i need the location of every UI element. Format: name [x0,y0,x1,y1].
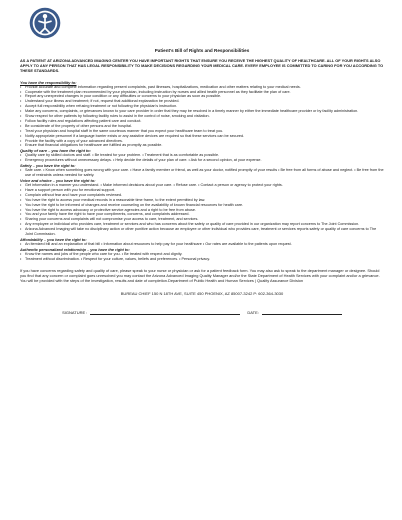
list-item: • Report any unexpected changes in your condition or any difficulties or concerns to your physician as soon as possible. [20,94,384,99]
list-item: • You have the right to access your medical records in a reasonable time frame, to the extent permitted by law. [20,198,384,203]
list-item: • An itemized bill and an explanation of that bill • Information about resources to help pay for your healthcare • Our rates are available to the patients upon request. [20,242,384,247]
signature-label: SIGNATURE : [62,310,88,316]
safety-list [20,168,384,178]
list-item: • Be considerate of the property of other persons and the hospital. [20,124,384,129]
list-item: • Cooperate with the treatment plan recommended by your physician, including instruction by nurses and allied health personnel as they facilitate the plan of care. [20,90,384,95]
list-item: • Complain without fear and have your complaints reviewed. [20,193,384,198]
list-item: • Ensure that financial obligations for healthcare are fulfilled as promptly as possible. [20,143,384,148]
list-item: • Treatment without discrimination. • Respect for your culture, values, beliefs and preferences. • Personal privacy. [20,257,384,262]
affordability-list [20,242,384,247]
quality-heading: Quality of care – you have the right to: [20,148,91,154]
list-item: • Safe care. • Know when something goes wrong with your care. • Have a family member or friend, as well as your doctor, notified promptly of your results • Be free from all forms of abuse and neglect. • Be free from the use of restraints unless needed for safety. [20,168,384,178]
list-item: • Have a support person with you for emotional support. [20,188,384,193]
date-field[interactable] [262,314,342,315]
list-item: • Get information in a manner you understand. • Make informed decisions about your care. • Refuse care. • Contact a person or agency to protect your rights. [20,183,384,188]
signature-field[interactable] [90,314,240,315]
safety-heading: Safety – you have the right to: [20,163,76,169]
affordability-heading: Affordability – you have the right to: [20,236,87,242]
responsibility-heading: You have the responsibility to: [20,79,77,85]
signature-row [20,310,384,315]
list-item: • Make any concerns, complaints, or grievances known to your care provider in order that they may be resolved in a timely manner by either the immediate healthcare provider or by facility administration. [20,109,384,114]
voice-list [20,183,384,237]
list-item: • Follow facility rules and regulations affecting patient care and conduct. [20,119,384,124]
list-item: • You have the right to be informed of changes and receive counseling on the availability of known financial resources for health care. [20,203,384,208]
responsibility-list [20,85,384,149]
list-item: • Provide accurate and complete information regarding present complaints, past illnesses, hospitalizations, medication and other matters relating to your medical needs. [20,85,384,90]
list-item: • Accept full responsibility when refusing treatment or not following the physician's instruction. [20,104,384,109]
list-item: • Understand your illness and treatment; if not, request that additional explanation be provided. [20,99,384,104]
list-item: • Treat your physician and hospital staff in the same courteous manner that you expect your healthcare team to treat you. [20,129,384,134]
intro-paragraph: AS A PATIENT AT ARIZONA ADVANCED IMAGING CENTER YOU HAVE IMPORTANT RIGHTS THAT ENSURE YOU RECEIVE THE HIGHEST QUALITY OF HEALTHCARE. ALL OF YOUR RIGHTS ALSO APPLY TO ANY PERSON THAT HAS LEGAL RESPONSIBILITY TO MAKE DECISIONS REGARDING YOUR MEDICAL CARE. EVERY EMPLOYEE IS COMMITTED TO CARING FOR YOU ACCORDING TO THESE STANDARDS. [20,58,384,74]
list-item: • Any employee or individual who provides care, treatment or services and who has concerns about the safety or quality of care provided in our organization may report concerns to The Joint Commission. [20,222,384,227]
list-item: • Provide the facility with a copy of your advanced directives. [20,139,384,144]
closing-paragraph: If you have concerns regarding safety and quality of care, please speak to your nurse or physician or ask for a patient feedback form. You may also ask to speak to the department manager or designee. Should you find that any concern or complaint goes unresolved you may contact the Arizona Advanced Imaging Quality Manager and/or the State Department of Health Services with your complaint and/or a grievance. You will be provided with the steps of the investigation, results and date of completion.Department of Public Health and Human Services | Quality Assurance Division [20,267,380,284]
list-item: • Emergency procedures without unnecessary delays. • Help decide the details of your plan of care. • Ask for a second opinion, at your expense. [20,158,384,163]
quality-list [20,153,384,163]
logo-icon [28,6,62,40]
list-item: • Know the names and jobs of the people who care for you. • Be treated with respect and dignity. [20,252,384,257]
relationship-heading: Authentic personalized relationship – you have the right to: [20,246,130,252]
list-item: • Sharing your concerns and complaints will not compromise your access to care, treatment, and services. [20,217,384,222]
relationship-list [20,252,384,262]
bureau-address: BUREAU CHIEF 150 N 18TH AVE, SUITE 450 PHOENIX, AZ 85007-3242 P: 602-364-3030 [120,291,284,297]
list-item: • Notify appropriate personnel if a language barrier exists or any assistive devices are required so that these services can be secured. [20,134,384,139]
date-label: DATE: [247,310,259,316]
list-item: • Arizona Advanced Imaging will take no disciplinary action or other punitive action because an employee or other individual who provides care, treatment or services reports safety or quality of care concerns to The Joint Commission. [20,227,384,237]
list-item: • You have the right to access advocacy or protective service agencies and a right to be free from abuse. [20,208,384,213]
list-item: • Show respect for other patients by following facility rules to assist in the control of noise, smoking and visitation. [20,114,384,119]
list-item: • You and your family have the right to have your compliments, concerns, and complaints addressed. [20,212,384,217]
voice-heading: Voice and choice – you have the right to: [20,178,96,184]
document-title: Patient's Bill of Rights and Responsibilities [154,48,250,53]
list-item: • Quality care by skilled doctors and staff. • Be treated for your problem. • Treatment that is as comfortable as possible. [20,153,384,158]
